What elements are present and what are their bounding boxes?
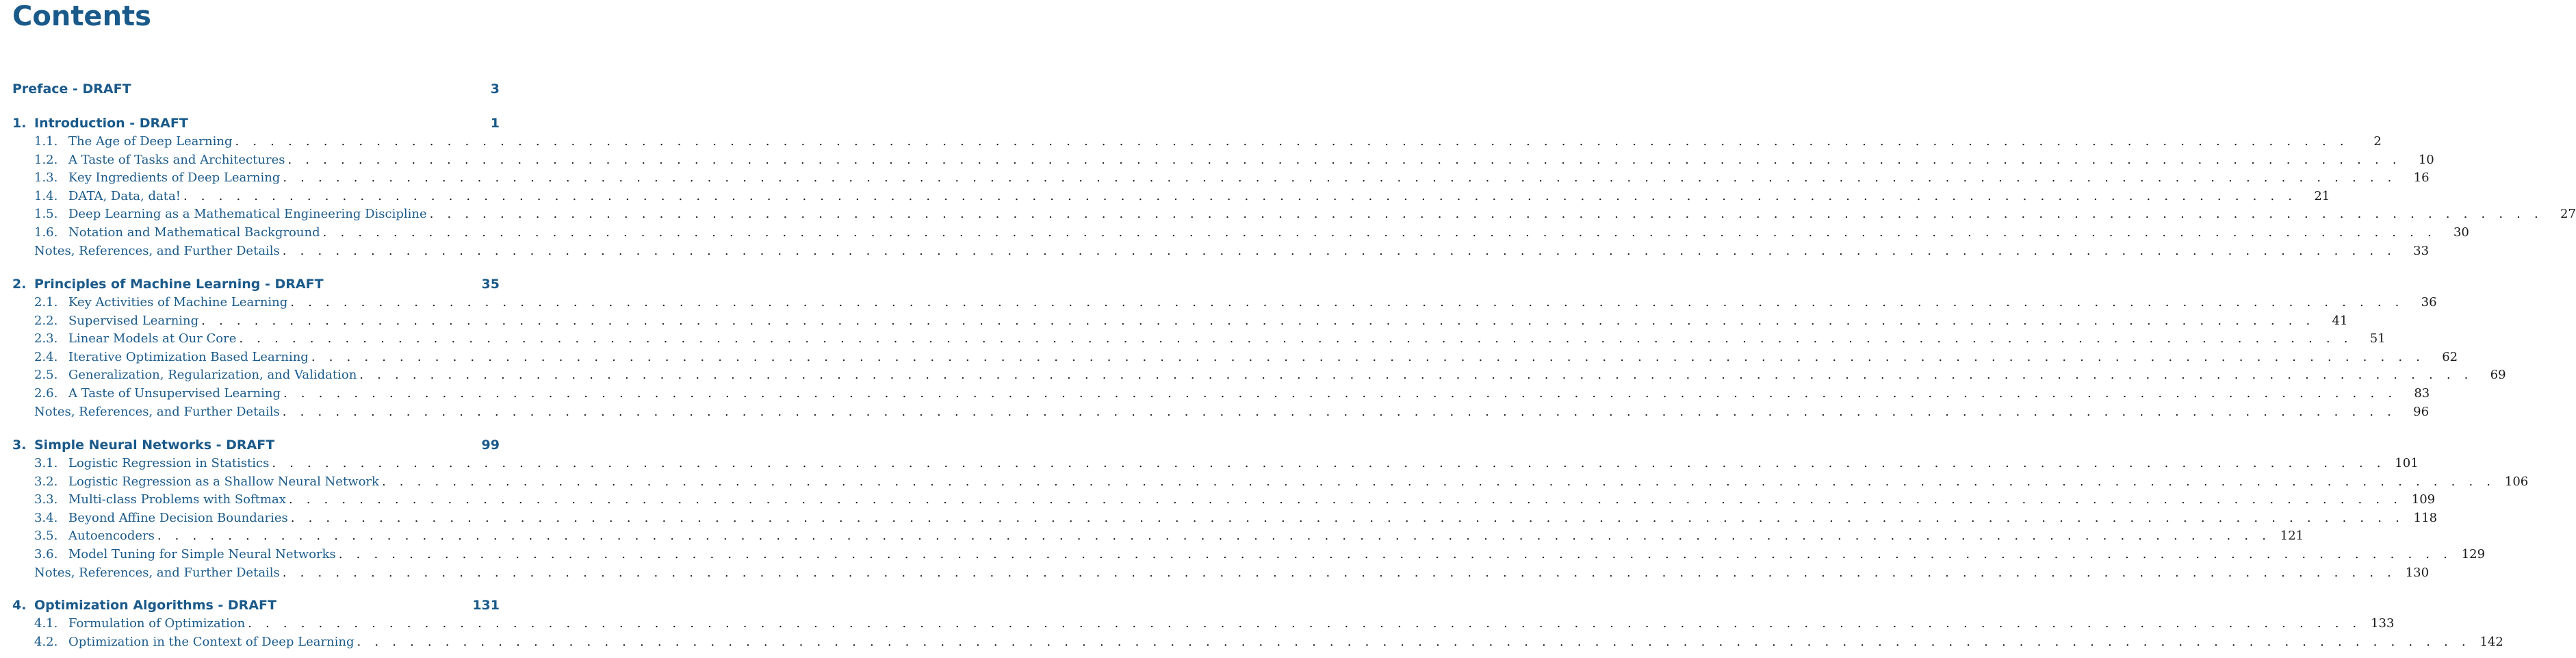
leader-dots: . . . . . . . . . . . . . . . . . . . . . . . . . . . . . . . . . . . . . . . . . . . . . . . . . . . . . . . . . . . . . . . . . . . . . . . . . . . . . . . . . . . . . . . . . . . . . . . . . . . . . . . . . . . . . . . . . . . . . . . . — [235, 134, 2349, 149]
leader-dots: . . . . . . . . . . . . . . . . . . . . . . . . . . . . . . . . . . . . . . . . . . . . . . . . . . . . . . . . . . . . . . . . . . . . . . . . . . . . . . . . . . . . . . . . . . . . . . . . . . . . . . . . . . . . . . . . . . . . . . . . — [429, 207, 2543, 222]
section-number: 3.3. — [34, 492, 58, 507]
section-page: 133 — [2371, 616, 2395, 631]
leader-dots: . . . . . . . . . . . . . . . . . . . . . . . . . . . . . . . . . . . . . . . . . . . . . . . . . . . . . . . . . . . . . . . . . . . . . . . . . . . . . . . . . . . . . . . . . . . . . . . . . . . . . . . . . . . . . . . . . . . . . . . . — [287, 152, 2401, 167]
section-number: 1.5. — [34, 207, 58, 222]
toc-section-entry[interactable] — [34, 529, 2304, 546]
section-number: 2.4. — [34, 349, 58, 364]
leader-dots: . . . . . . . . . . . . . . . . . . . . . . . . . . . . . . . . . . . . . . . . . . . . . . . . . . . . . . . . . . . . . . . . . . . . . . . . . . . . . . . . . . . . . . . . . . . . . . . . . . . . . . . . . . . . . . . . . . . . . . . . — [359, 368, 2473, 383]
section-title: Multi-class Problems with Softmax — [68, 492, 286, 507]
leader-dots: . . . . . . . . . . . . . . . . . . . . . . . . . . . . . . . . . . . . . . . . . . . . . . . . . . . . . . . . . . . . . . . . . . . . . . . . . . . . . . . . . . . . . . . . . . . . . . . . . . . . . . . . . . . . . . . . . . . . . . . . — [381, 474, 2496, 489]
section-title: A Taste of Tasks and Architectures — [68, 152, 285, 167]
section-title: Model Tuning for Simple Neural Networks — [68, 547, 336, 561]
preface-title: Preface - DRAFT — [12, 81, 131, 97]
section-number: 3.5. — [34, 529, 58, 544]
section-title: Key Ingredients of Deep Learning — [68, 170, 281, 186]
chapter-page: 99 — [481, 438, 500, 453]
section-title: Iterative Optimization Based Learning — [68, 349, 309, 364]
leader-dots: . . . . . . . . . . . . . . . . . . . . . . . . . . . . . . . . . . . . . . . . . . . . . . . . . . . . . . . . . . . . . . . . . . . . . . . . . . . . . . . . . . . . . . . . . . . . . . . . . . . . . . . . . . . . . . . . . . . . . . . . — [283, 386, 2397, 401]
section-title: Beyond Affine Decision Boundaries — [68, 510, 288, 525]
section-page: 51 — [2369, 331, 2386, 346]
section-title: Optimization in the Context of Deep Learning — [68, 634, 355, 649]
section-page: 96 — [2413, 404, 2430, 419]
leader-dots: . . . . . . . . . . . . . . . . . . . . . . . . . . . . . . . . . . . . . . . . . . . . . . . . . . . . . . . . . . . . . . . . . . . . . . . . . . . . . . . . . . . . . . . . . . . . . . . . . . . . . . . . . . . . . . . . . . . . . . . . — [239, 331, 2353, 346]
toc-section-entry[interactable] — [34, 492, 2436, 510]
section-page: 30 — [2453, 225, 2469, 240]
leader-dots: . . . . . . . . . . . . . . . . . . . . . . . . . . . . . . . . . . . . . . . . . . . . . . . . . . . . . . . . . . . . . . . . . . . . . . . . . . . . . . . . . . . . . . . . . . . . . . . . . . . . . . . . . . . . . . . . . . . . . . . . — [338, 547, 2453, 561]
toc-section-entry[interactable] — [34, 152, 2434, 170]
chapter-title: Introduction - DRAFT — [34, 116, 188, 131]
toc-section-entry[interactable] — [34, 313, 2348, 331]
leader-dots: . . . . . . . . . . . . . . . . . . . . . . . . . . . . . . . . . . . . . . . . . . . . . . . . . . . . . . . . . . . . . . . . . . . . . . . . . . . . . . . . . . . . . . . . . . . . . . . . . . . . . . . . . . . . . . . . . . . . . . . . — [290, 295, 2404, 309]
section-title: Linear Models at Our Core — [68, 331, 237, 346]
chapter-number: 2. — [12, 277, 27, 292]
section-page: 142 — [2480, 634, 2503, 649]
section-title: Supervised Learning — [68, 313, 199, 328]
toc-chapter-3[interactable] — [12, 438, 500, 457]
section-number: 2.3. — [34, 331, 58, 346]
section-page: 21 — [2314, 188, 2330, 203]
section-number: 4.1. — [34, 616, 58, 631]
toc-section-entry[interactable] — [34, 404, 2430, 422]
section-page: 33 — [2413, 243, 2430, 258]
chapter-title: Principles of Machine Learning - DRAFT — [34, 277, 324, 292]
toc-section-entry[interactable] — [34, 565, 2430, 583]
section-title: The Age of Deep Learning — [68, 134, 233, 149]
leader-dots: . . . . . . . . . . . . . . . . . . . . . . . . . . . . . . . . . . . . . . . . . . . . . . . . . . . . . . . . . . . . . . . . . . . . . . . . . . . . . . . . . . . . . . . . . . . . . . . . . . . . . . . . . . . . . . . . . . . . . . . . — [201, 313, 2315, 328]
section-number: 3.4. — [34, 510, 58, 525]
section-page: 69 — [2490, 368, 2506, 383]
leader-dots: . . . . . . . . . . . . . . . . . . . . . . . . . . . . . . . . . . . . . . . . . . . . . . . . . . . . . . . . . . . . . . . . . . . . . . . . . . . . . . . . . . . . . . . . . . . . . . . . . . . . . . . . . . . . . . . . . . . . . . . . — [272, 456, 2386, 470]
leader-dots: . . . . . . . . . . . . . . . . . . . . . . . . . . . . . . . . . . . . . . . . . . . . . . . . . . . . . . . . . . . . . . . . . . . . . . . . . . . . . . . . . . . . . . . . . . . . . . . . . . . . . . . . . . . . . . . . . . . . . . . . — [282, 404, 2397, 419]
toc-chapter-2[interactable] — [12, 277, 500, 296]
section-number: 2.2. — [34, 313, 58, 328]
leader-dots: . . . . . . . . . . . . . . . . . . . . . . . . . . . . . . . . . . . . . . . . . . . . . . . . . . . . . . . . . . . . . . . . . . . . . . . . . . . . . . . . . . . . . . . . . . . . . . . . . . . . . . . . . . . . . . . . . . . . . . . . — [288, 492, 2403, 507]
section-number: 1.1. — [34, 134, 58, 149]
toc-section-entry[interactable] — [34, 295, 2437, 313]
section-page: 36 — [2421, 295, 2437, 309]
toc-section-entry[interactable] — [34, 188, 2330, 207]
leader-dots: . . . . . . . . . . . . . . . . . . . . . . . . . . . . . . . . . . . . . . . . . . . . . . . . . . . . . . . . . . . . . . . . . . . . . . . . . . . . . . . . . . . . . . . . . . . . . . . . . . . . . . . . . . . . . . . . . . . . . . . . — [248, 616, 2362, 631]
leader-dots: . . . . . . . . . . . . . . . . . . . . . . . . . . . . . . . . . . . . . . . . . . . . . . . . . . . . . . . . . . . . . . . . . . . . . . . . . . . . . . . . . . . . . . . . . . . . . . . . . . . . . . . . . . . . . . . . . . . . . . . . — [157, 529, 2271, 544]
toc-section-entry[interactable] — [34, 243, 2430, 262]
section-number: 3.6. — [34, 547, 58, 561]
leader-dots: . . . . . . . . . . . . . . . . . . . . . . . . . . . . . . . . . . . . . . . . . . . . . . . . . . . . . . . . . . . . . . . . . . . . . . . . . . . . . . . . . . . . . . . . . . . . . . . . . . . . . . . . . . . . . . . . . . . . . . . . — [283, 170, 2397, 186]
toc-section-entry[interactable] — [34, 207, 2576, 225]
chapter-title: Simple Neural Networks - DRAFT — [34, 438, 275, 453]
toc-chapter-1[interactable] — [12, 116, 500, 135]
section-number: 2.1. — [34, 295, 58, 309]
section-page: 121 — [2280, 529, 2304, 544]
leader-dots: . . . . . . . . . . . . . . . . . . . . . . . . . . . . . . . . . . . . . . . . . . . . . . . . . . . . . . . . . . . . . . . . . . . . . . . . . . . . . . . . . . . . . . . . . . . . . . . . . . . . . . . . . . . . . . . . . . . . . . . . — [183, 188, 2297, 203]
chapter-number: 4. — [12, 598, 27, 613]
section-page: 109 — [2411, 492, 2436, 507]
section-title: DATA, Data, data! — [68, 188, 181, 203]
toc-section-entry[interactable] — [34, 634, 2503, 653]
toc-section-entry[interactable] — [34, 170, 2430, 188]
chapter-number: 1. — [12, 116, 27, 131]
section-page: 118 — [2413, 510, 2438, 525]
section-title: Formulation of Optimization — [68, 616, 246, 631]
section-number: 2.6. — [34, 386, 58, 401]
chapter-page: 131 — [472, 598, 500, 613]
toc-section-entry[interactable] — [34, 547, 2486, 565]
toc-section-entry[interactable] — [34, 349, 2458, 368]
section-page: 2 — [2373, 134, 2382, 149]
chapter-title: Optimization Algorithms - DRAFT — [34, 598, 276, 613]
section-page: 130 — [2405, 565, 2430, 580]
section-title: A Taste of Unsupervised Learning — [68, 386, 281, 401]
section-title: Notes, References, and Further Details — [34, 243, 280, 258]
section-title: Logistic Regression in Statistics — [68, 456, 270, 470]
preface-page: 3 — [490, 81, 500, 97]
section-number: 3.1. — [34, 456, 58, 470]
section-number: 1.6. — [34, 225, 58, 240]
toc-chapter-4[interactable] — [12, 598, 500, 617]
section-number: 1.4. — [34, 188, 58, 203]
chapter-page: 1 — [490, 116, 500, 131]
section-title: Generalization, Regularization, and Validation — [68, 368, 357, 383]
toc-section-entry[interactable] — [34, 510, 2438, 529]
section-page: 27 — [2560, 207, 2576, 222]
section-number: 1.2. — [34, 152, 58, 167]
section-page: 106 — [2504, 474, 2529, 489]
section-page: 101 — [2395, 456, 2419, 470]
section-number: 1.3. — [34, 170, 58, 186]
section-title: Deep Learning as a Mathematical Engineering Discipline — [68, 207, 427, 222]
toc-section-entry[interactable] — [34, 225, 2469, 243]
leader-dots: . . . . . . . . . . . . . . . . . . . . . . . . . . . . . . . . . . . . . . . . . . . . . . . . . . . . . . . . . . . . . . . . . . . . . . . . . . . . . . . . . . . . . . . . . . . . . . . . . . . . . . . . . . . . . . . . . . . . . . . . — [357, 634, 2471, 649]
toc-section-entry[interactable] — [34, 474, 2529, 492]
toc-section-entry[interactable] — [34, 331, 2386, 349]
toc-section-entry[interactable] — [34, 456, 2419, 474]
chapter-page: 35 — [481, 277, 500, 292]
toc-section-entry[interactable] — [34, 134, 2382, 152]
section-title: Key Activities of Machine Learning — [68, 295, 288, 309]
chapter-number: 3. — [12, 438, 27, 453]
toc-section-entry[interactable] — [34, 616, 2395, 634]
section-page: 41 — [2332, 313, 2348, 328]
section-page: 10 — [2418, 152, 2434, 167]
leader-dots: . . . . . . . . . . . . . . . . . . . . . . . . . . . . . . . . . . . . . . . . . . . . . . . . . . . . . . . . . . . . . . . . . . . . . . . . . . . . . . . . . . . . . . . . . . . . . . . . . . . . . . . . . . . . . . . . . . . . . . . . — [322, 225, 2436, 240]
section-page: 129 — [2461, 547, 2486, 561]
leader-dots: . . . . . . . . . . . . . . . . . . . . . . . . . . . . . . . . . . . . . . . . . . . . . . . . . . . . . . . . . . . . . . . . . . . . . . . . . . . . . . . . . . . . . . . . . . . . . . . . . . . . . . . . . . . . . . . . . . . . . . . . — [282, 243, 2397, 258]
section-number: 2.5. — [34, 368, 58, 383]
section-page: 83 — [2414, 386, 2430, 401]
toc-preface[interactable] — [12, 81, 500, 101]
toc-section-entry[interactable] — [34, 368, 2506, 385]
toc-section-entry[interactable] — [34, 386, 2430, 404]
leader-dots: . . . . . . . . . . . . . . . . . . . . . . . . . . . . . . . . . . . . . . . . . . . . . . . . . . . . . . . . . . . . . . . . . . . . . . . . . . . . . . . . . . . . . . . . . . . . . . . . . . . . . . . . . . . . . . . . . . . . . . . . — [290, 510, 2405, 525]
section-number: 4.2. — [34, 634, 58, 649]
leader-dots: . . . . . . . . . . . . . . . . . . . . . . . . . . . . . . . . . . . . . . . . . . . . . . . . . . . . . . . . . . . . . . . . . . . . . . . . . . . . . . . . . . . . . . . . . . . . . . . . . . . . . . . . . . . . . . . . . . . . . . . . — [311, 349, 2425, 364]
leader-dots: . . . . . . . . . . . . . . . . . . . . . . . . . . . . . . . . . . . . . . . . . . . . . . . . . . . . . . . . . . . . . . . . . . . . . . . . . . . . . . . . . . . . . . . . . . . . . . . . . . . . . . . . . . . . . . . . . . . . . . . . — [282, 565, 2397, 580]
section-title: Notes, References, and Further Details — [34, 565, 280, 580]
section-title: Logistic Regression as a Shallow Neural Network — [68, 474, 379, 489]
section-number: 3.2. — [34, 474, 58, 489]
page-title: Contents — [12, 1, 151, 32]
section-page: 16 — [2413, 170, 2430, 186]
section-title: Autoencoders — [68, 529, 155, 544]
section-title: Notation and Mathematical Background — [68, 225, 320, 240]
section-page: 62 — [2442, 349, 2458, 364]
section-title: Notes, References, and Further Details — [34, 404, 280, 419]
